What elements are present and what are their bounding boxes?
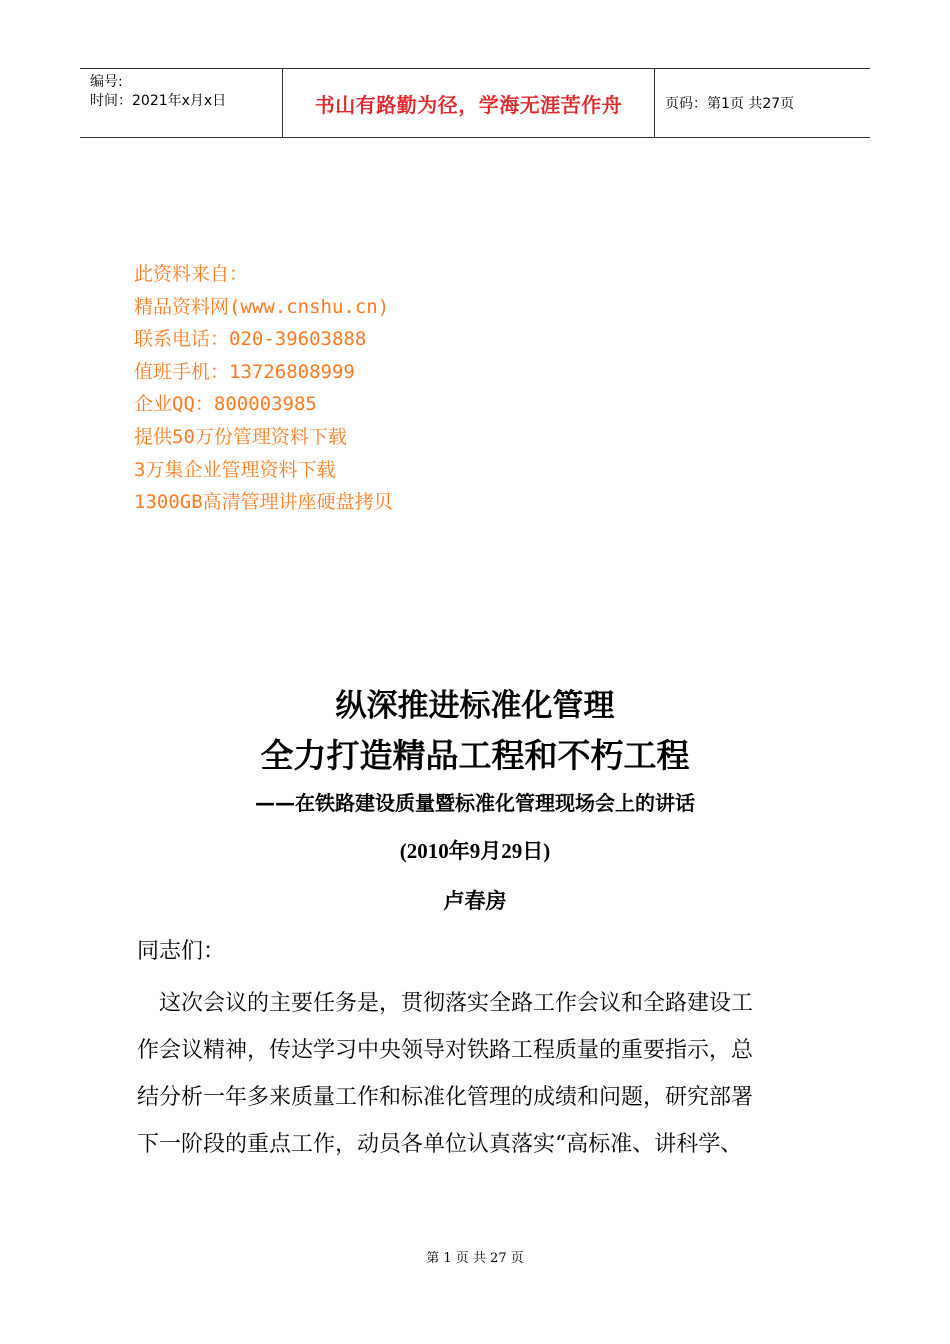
ad-line: 提供50万份管理资料下载: [134, 425, 347, 448]
header-motto-cell: [282, 69, 655, 137]
ad-line: 3万集企业管理资料下载: [134, 458, 336, 481]
motto-text: 书山有路勤为径，学海无涯苦作舟: [314, 92, 623, 117]
date-line: 时间：2021年x月x日: [90, 93, 227, 109]
body-line: 结分析一年多来质量工作和标准化管理的成绩和问题，研究部署: [137, 1085, 754, 1110]
ad-line: 值班手机：13726808999: [134, 360, 355, 383]
body-line: 下一阶段的重点工作，动员各单位认真落实“高标准、讲科学、: [137, 1132, 743, 1157]
greeting: 同志们：: [137, 939, 226, 964]
ad-line: 企业QQ：800003985: [134, 393, 317, 416]
ad-line: 此资料来自：: [134, 263, 249, 285]
doc-author: 卢春房: [443, 889, 507, 913]
ad-line: 联系电话：020-39603888: [134, 328, 367, 351]
ad-block: [134, 258, 393, 519]
code-label: 编号:: [90, 74, 123, 90]
header-meta: [80, 69, 282, 137]
body-line: 作会议精神，传达学习中央领导对铁路工程质量的重要指示，总: [137, 1038, 754, 1063]
doc-title-line2: 全力打造精品工程和不朽工程: [260, 736, 690, 775]
header-page-cell: [655, 69, 870, 137]
document-header: [80, 68, 870, 138]
ad-line: 精品资料网(www.cnshu.cn): [134, 295, 390, 318]
body-paragraph: [137, 980, 815, 1168]
ad-line: 1300GB高清管理讲座硬盘拷贝: [134, 491, 393, 514]
page-footer: 第 1 页 共 27 页: [426, 1251, 524, 1266]
doc-date: (2010年9月29日): [399, 839, 551, 863]
page-info: 页码：第1页 共27页: [665, 96, 795, 112]
doc-title-line1: 纵深推进标准化管理: [335, 688, 615, 724]
doc-subtitle: ——在铁路建设质量暨标准化管理现场会上的讲话: [255, 791, 695, 815]
body-line: 这次会议的主要任务是，贯彻落实全路工作会议和全路建设工: [137, 991, 754, 1016]
